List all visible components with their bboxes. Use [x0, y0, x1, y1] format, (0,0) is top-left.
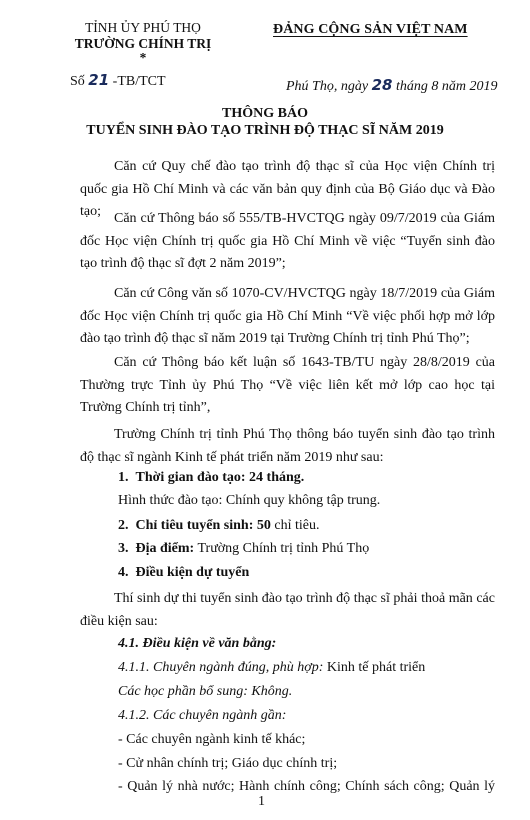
item-3-value: Trường Chính trị tỉnh Phú Thọ [194, 541, 370, 556]
list-item-continued [118, 776, 495, 798]
party-name: ĐẢNG CỘNG SẢN VIỆT NAM [273, 22, 468, 37]
list-item-text: - Quản lý nhà nước; Hành chính công; Chính sách công; Quản lý [118, 779, 495, 794]
list-item: - Cử nhân chính trị; Giáo dục chính trị; [118, 756, 338, 771]
party-header [273, 22, 468, 38]
item-3 [118, 541, 369, 557]
conditions-intro-text: Thí sinh dự thi tuyển sinh đào tạo trình độ thạc sĩ phải thoả mãn các điều kiện sau: [80, 591, 495, 629]
item-4-label: Điều kiện dự tuyển [135, 565, 250, 580]
item-1 [118, 470, 304, 486]
list-item: - Các chuyên ngành kinh tế khác; [118, 732, 306, 747]
date-day-handwritten: 28 [371, 76, 393, 94]
basis-paragraph-3 [80, 283, 495, 351]
issuer-block [58, 20, 228, 64]
doc-type: THÔNG BÁO [222, 106, 308, 121]
page-number: 1 [258, 794, 265, 809]
item-2 [118, 518, 319, 534]
section-4-1: 4.1. Điều kiện về văn bằng: [118, 636, 277, 651]
section-4-1-1 [118, 660, 425, 676]
item-2-number: 2. [118, 518, 129, 533]
basis-2-text: Căn cứ Thông báo số 555/TB-HVCTQG ngày 09/7/2019 của Giám đốc Học viện Chính trị quốc gia Hồ Chí Minh về việc “Tuyển sinh đào tạo trình độ thạc sĩ đợt 2 năm 2019”; [80, 211, 495, 271]
item-4-number: 4. [118, 565, 129, 580]
basis-4-text: Căn cứ Thông báo kết luận số 1643-TB/TU ngày 28/8/2019 của Thường trực Tỉnh ủy Phú Thọ “Về việc liên kết mở lớp cao học tại Trường Chính trị tỉnh”, [80, 355, 495, 415]
item-2-value: chỉ tiêu. [270, 518, 320, 533]
doc-number [70, 71, 166, 90]
issuer-parent: TỈNH ỦY PHÚ THỌ [85, 20, 201, 35]
doc-number-handwritten: 21 [88, 71, 110, 89]
place-date [286, 76, 497, 95]
basis-paragraph-4 [80, 352, 495, 420]
issuer-name: TRƯỜNG CHÍNH TRỊ [74, 36, 212, 51]
issuer-star: * [139, 50, 147, 65]
conditions-intro [80, 588, 495, 633]
item-1-label: Thời gian đào tạo: 24 tháng. [135, 470, 305, 485]
date-prefix: Phú Thọ, ngày [286, 79, 372, 94]
supplementary-modules: Các học phần bổ sung: Không. [118, 684, 293, 699]
date-suffix: tháng 8 năm 2019 [392, 79, 498, 94]
doc-number-prefix: Số [70, 74, 85, 89]
doc-title: TUYỂN SINH ĐÀO TẠO TRÌNH ĐỘ THẠC SĨ NĂM 2019 [86, 123, 444, 138]
intro-paragraph [80, 424, 495, 469]
basis-3-text: Căn cứ Công văn số 1070-CV/HVCTQG ngày 18/7/2019 của Giám đốc Học viện Chính trị quốc gia Hồ Chí Minh “Về việc phối hợp mở lớp đào tạo trình độ thạc sĩ năm 2019 tại Trường Chính trị tỉnh Phú Thọ”; [80, 286, 495, 346]
item-4 [118, 565, 249, 581]
item-3-label: Địa điểm: [135, 541, 195, 556]
section-4-1-1-label: 4.1.1. Chuyên ngành đúng, phù hợp: [118, 660, 324, 675]
basis-1-text: Căn cứ Quy chế đào tạo trình độ thạc sĩ của Học viện Chính trị quốc gia Hồ Chí Minh và các văn bản quy định của Bộ Giáo dục và Đào tạo; [80, 159, 495, 219]
item-2-label: Chỉ tiêu tuyển sinh: 50 [135, 518, 271, 533]
section-4-1-1-value: Kinh tế phát triển [323, 660, 426, 675]
item-3-number: 3. [118, 541, 129, 556]
section-4-1-2: 4.1.2. Các chuyên ngành gần: [118, 708, 287, 723]
basis-paragraph-2 [80, 208, 495, 276]
item-1-number: 1. [118, 470, 129, 485]
doc-number-suffix: -TB/TCT [112, 74, 166, 89]
study-form: Hình thức đào tạo: Chính quy không tập trung. [118, 493, 381, 508]
intro-text: Trường Chính trị tỉnh Phú Thọ thông báo tuyển sinh đào tạo trình độ thạc sĩ ngành Kinh tế phát triển năm 2019 như sau: [80, 427, 495, 465]
